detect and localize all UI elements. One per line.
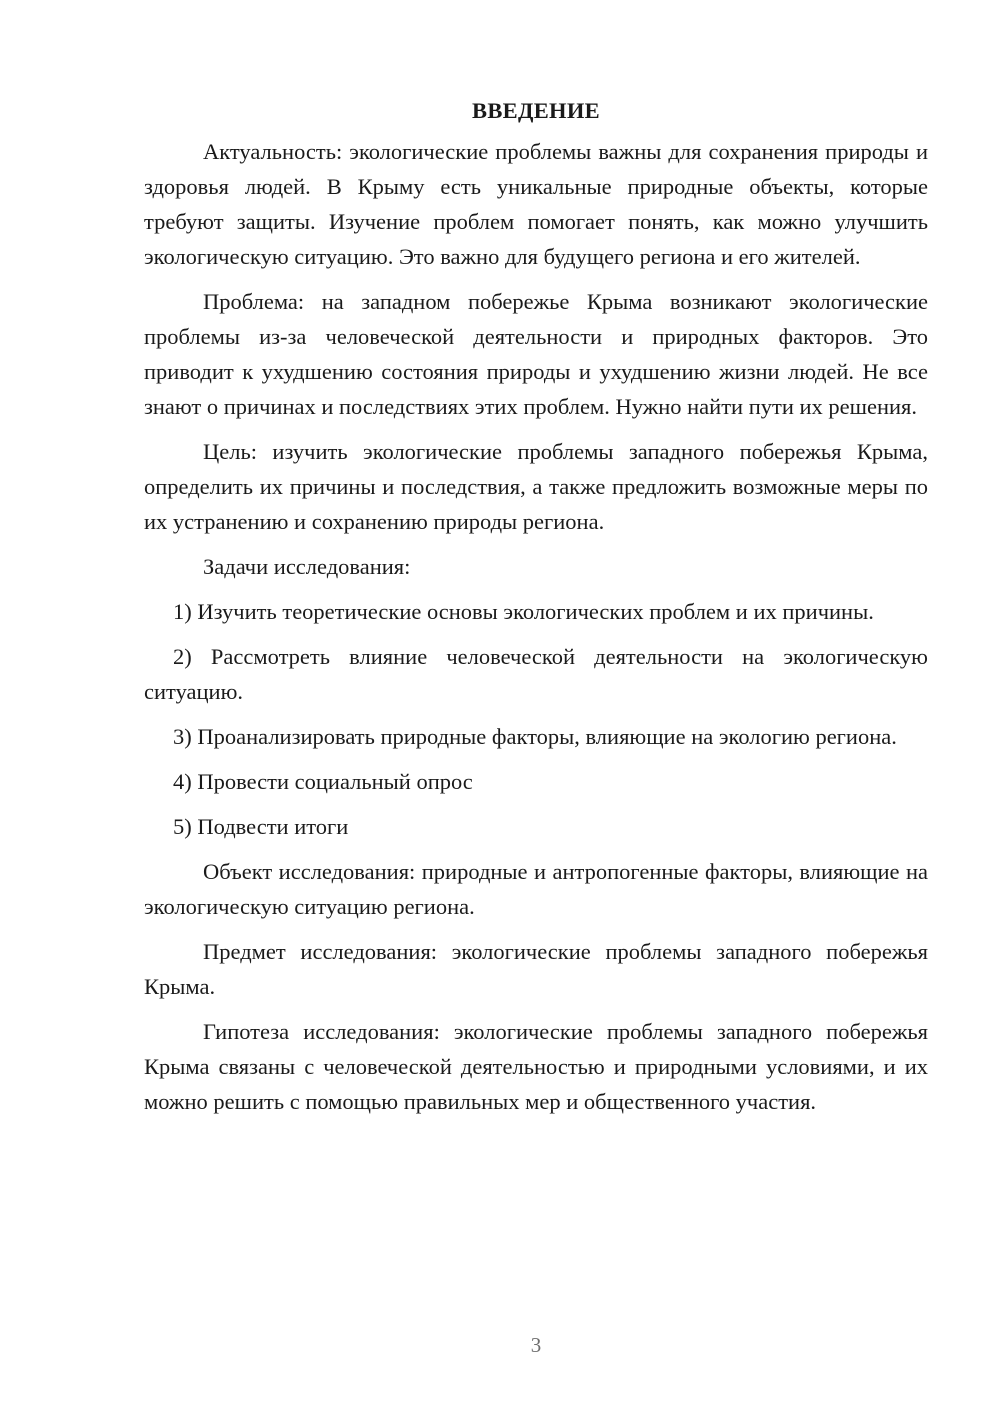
paragraph-goal: Цель: изучить экологические проблемы западного побережья Крыма, определить их причины и последствия, а также предложить возможные меры по их устранению и сохранению природы региона.: [144, 439, 928, 534]
paragraph-hypothesis: Гипотеза исследования: экологические проблемы западного побережья Крыма связаны с человеческой деятельностью и природными условиями, и их можно решить с помощью правильных мер и общественного участия.: [144, 1019, 928, 1114]
task-item-3: 3) Проанализировать природные факторы, влияющие на экологию региона.: [173, 724, 897, 749]
paragraph-relevance: Актуальность: экологические проблемы важны для сохранения природы и здоровья людей. В Крыму есть уникальные природные объекты, которые требуют защиты. Изучение проблем помогает понять, как можно улучшить экологическую ситуацию. Это важно для будущего региона и его жителей.: [144, 139, 928, 269]
paragraph-subject: Предмет исследования: экологические проблемы западного побережья Крыма.: [144, 939, 928, 999]
task-item-2: 2) Рассмотреть влияние человеческой деятельности на экологическую ситуацию.: [144, 644, 928, 704]
paragraph-tasks-heading: Задачи исследования:: [203, 554, 411, 579]
task-item-4: 4) Провести социальный опрос: [173, 769, 473, 794]
paragraph-object: Объект исследования: природные и антропогенные факторы, влияющие на экологическую ситуацию региона.: [144, 859, 928, 919]
task-item-1: 1) Изучить теоретические основы экологических проблем и их причины.: [173, 599, 874, 624]
section-title: ВВЕДЕНИЕ: [472, 98, 600, 123]
document-page: [144, 96, 928, 1129]
paragraph-problem: Проблема: на западном побережье Крыма возникают экологические проблемы из-за человеческой деятельности и природных факторов. Это приводит к ухудшению состояния природы и ухудшению жизни людей. Не все знают о причинах и последствиях этих проблем. Нужно найти пути их решения.: [144, 289, 928, 419]
page-number: 3: [530, 1333, 542, 1357]
task-item-5: 5) Подвести итоги: [173, 814, 349, 839]
